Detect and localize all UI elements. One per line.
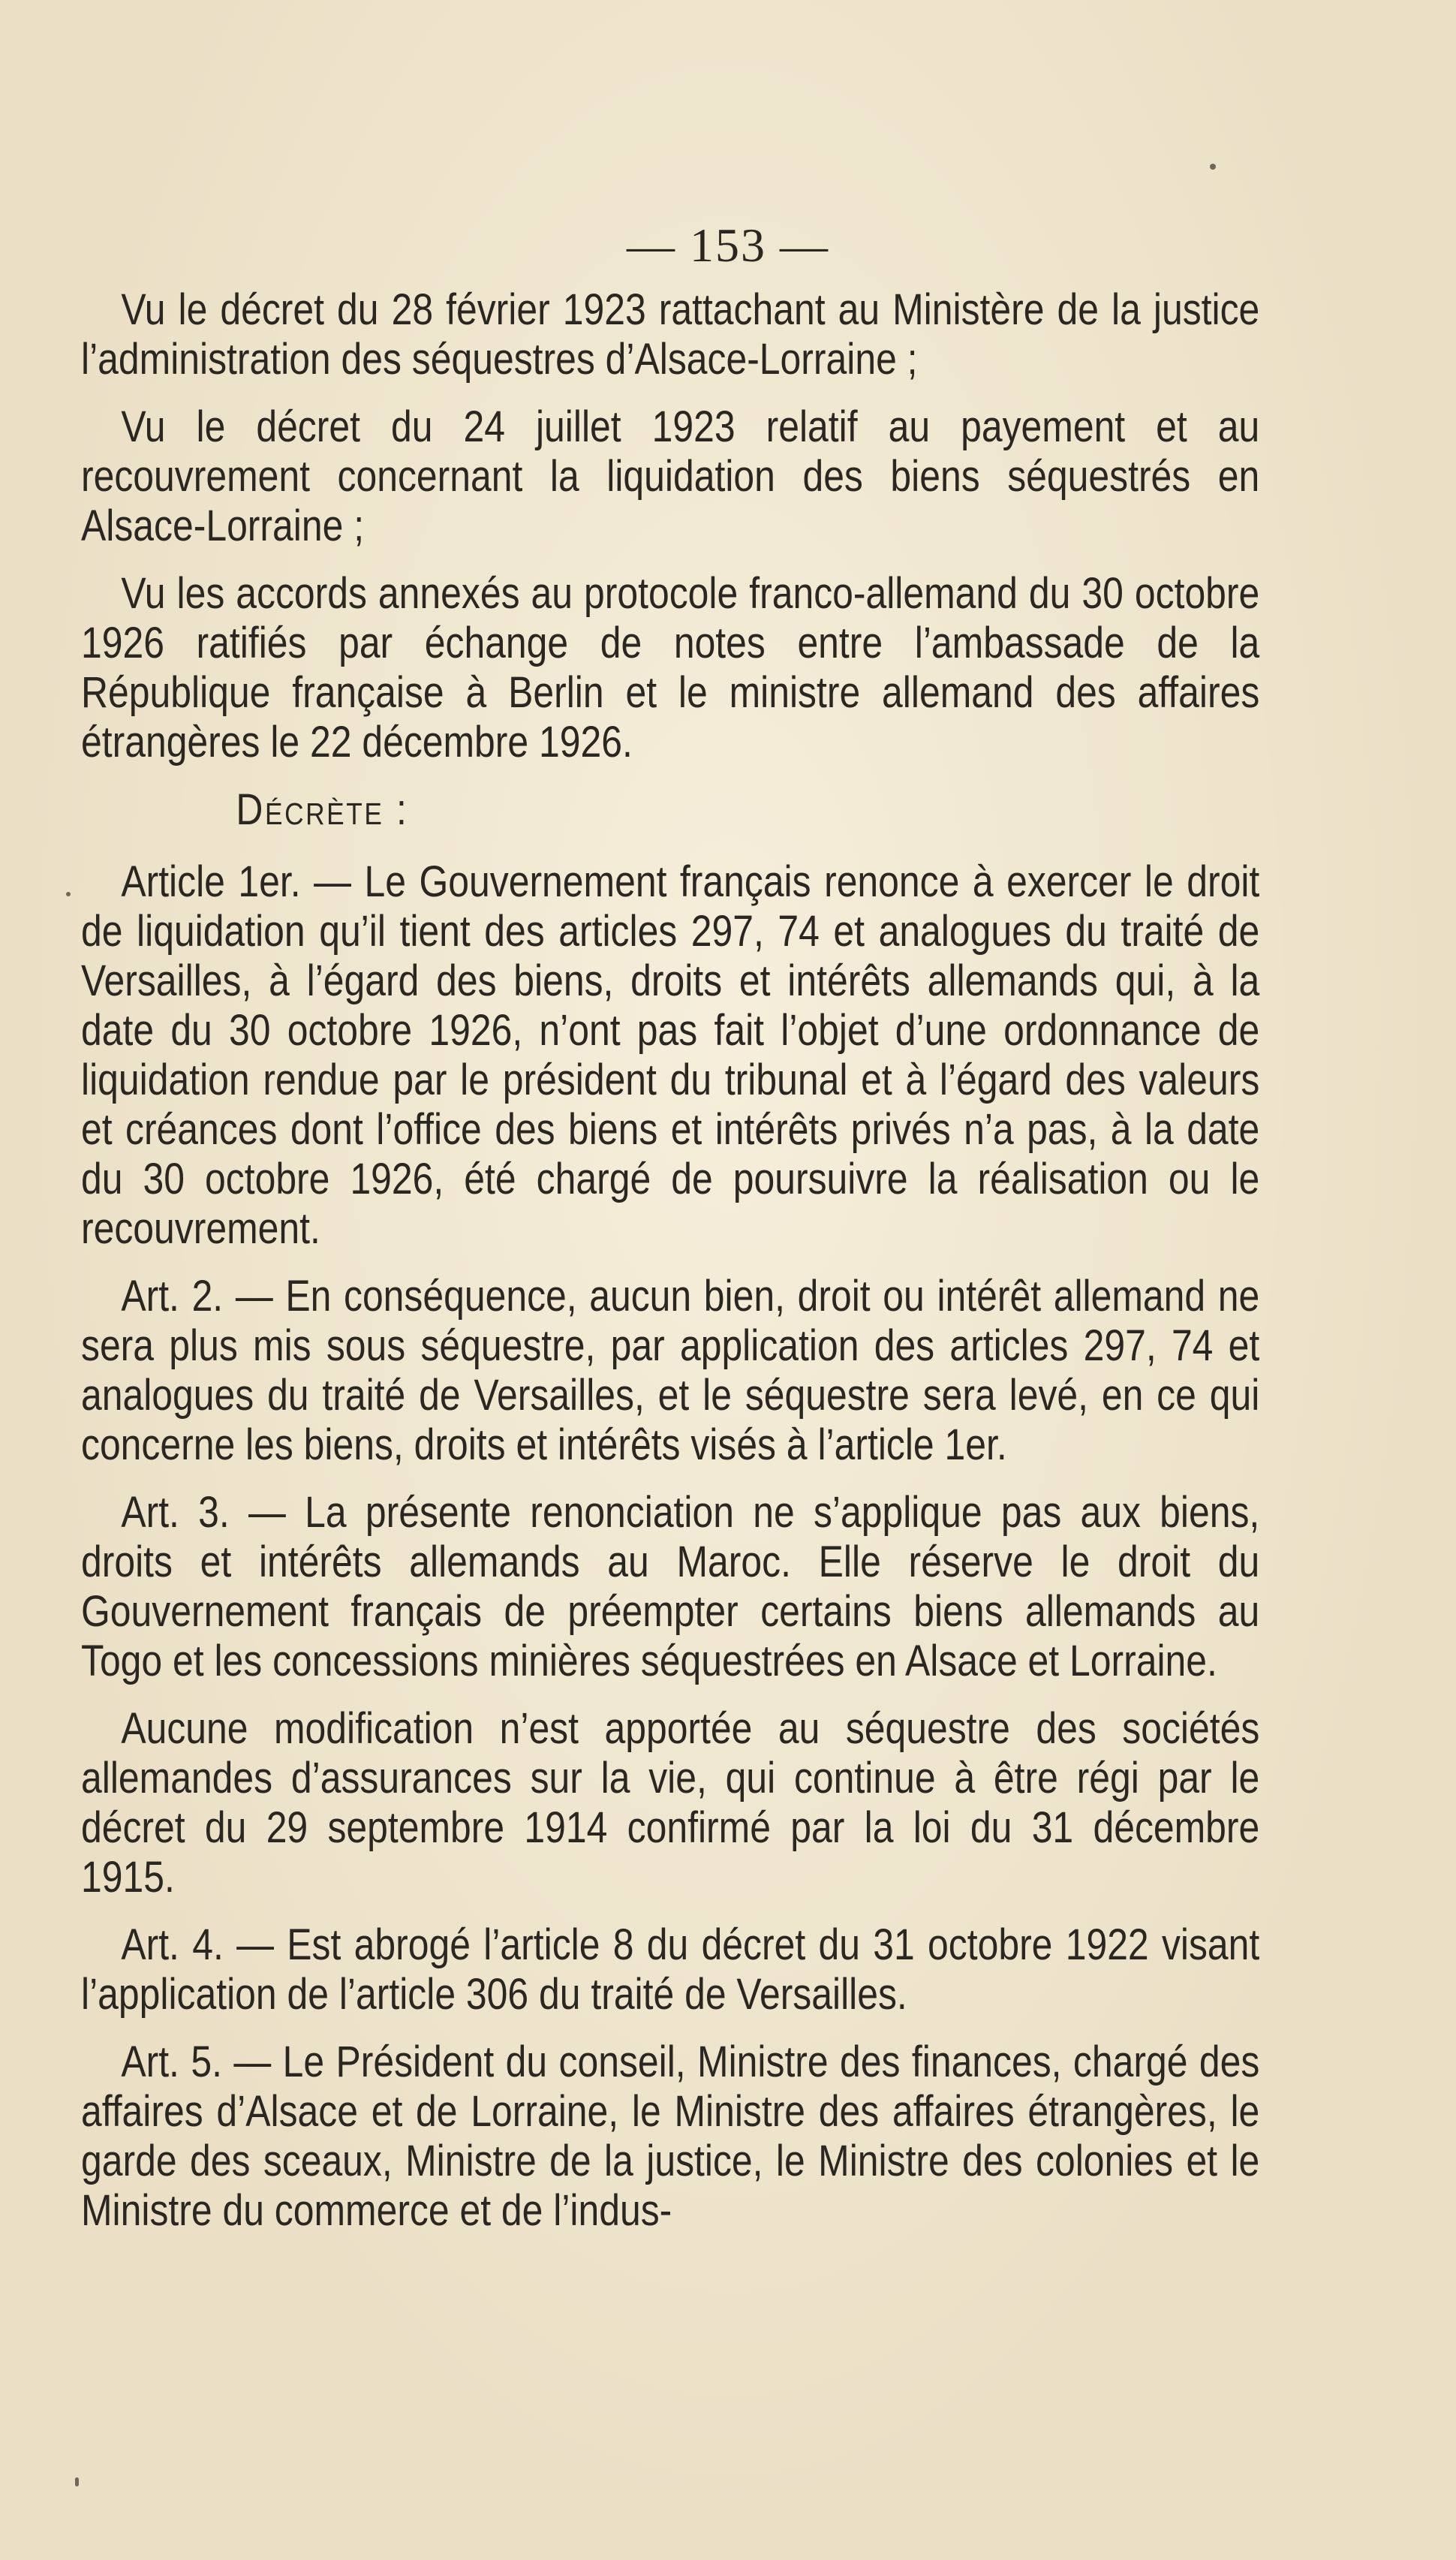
heading-decrete: Décrète : bbox=[236, 785, 409, 834]
paragraph-vu-accords: Vu les accords annexés au protocole franco-allemand du 30 octobre 1926 ratifiés par échange de notes entre l’ambassade de la République française à Berlin et le ministre allemand des affaires étrangères le 22 décembre 1926. bbox=[81, 569, 1260, 766]
article-1: Article 1er. — Le Gouvernement français renonce à exercer le droit de liquidation qu’il tient des articles 297, 74 et analogues du traité de Versailles, à l’égard des biens, droits et intérêts allemands qui, à la date du 30 octobre 1926, n’ont pas fait l’objet d’une ordonnance de liquidation rendue par le président du tribunal et à l’égard des valeurs et créances dont l’office des biens et intérêts privés n’a pas, à la date du 30 octobre 1926, été chargé de poursuivre la réalisation ou le recouvrement. bbox=[81, 857, 1260, 1253]
article-3: Art. 3. — La présente renonciation ne s’applique pas aux biens, droits et intérêts allemands au Maroc. Elle réserve le droit du Gouvernement français de préempter certains biens allemands au Togo et les concessions minières séquestrées en Alsace et Lorraine. bbox=[81, 1488, 1260, 1685]
paper-speck bbox=[75, 2477, 79, 2486]
body-text bbox=[81, 285, 1259, 2254]
paragraph-vu-decret-1923-fevrier: Vu le décret du 28 février 1923 rattachant au Ministère de la justice l’administration des séquestres d’Alsace-Lorraine ; bbox=[81, 285, 1260, 384]
paragraph-vu-decret-1923-juillet: Vu le décret du 24 juillet 1923 relatif au payement et au recouvrement concernant la liquidation des biens séquestrés en Alsace-Lorraine ; bbox=[81, 402, 1260, 550]
page-number: — 153 — bbox=[627, 218, 829, 272]
article-5: Art. 5. — Le Président du conseil, Ministre des finances, chargé des affaires d’Alsace et de Lorraine, le Ministre des affaires étrangères, le garde des sceaux, Ministre de la justice, le Ministre des colonies et le Ministre du commerce et de l’indus- bbox=[81, 2037, 1260, 2235]
article-2: Art. 2. — En conséquence, aucun bien, droit ou intérêt allemand ne sera plus mis sous séquestre, par application des articles 297, 74 et analogues du traité de Versailles, et le séquestre sera levé, en ce qui concerne les biens, droits et intérêts visés à l’article 1er. bbox=[81, 1272, 1260, 1469]
article-4: Art. 4. — Est abrogé l’article 8 du décret du 31 octobre 1922 visant l’application de l’article 306 du traité de Versailles. bbox=[81, 1920, 1260, 2019]
article-3-continued: Aucune modification n’est apportée au séquestre des sociétés allemandes d’assurances sur la vie, qui continue à être régi par le décret du 29 septembre 1914 confirmé par la loi du 31 décembre 1915. bbox=[81, 1704, 1260, 1902]
paper-speck bbox=[66, 892, 71, 896]
paper-speck bbox=[1210, 164, 1216, 170]
